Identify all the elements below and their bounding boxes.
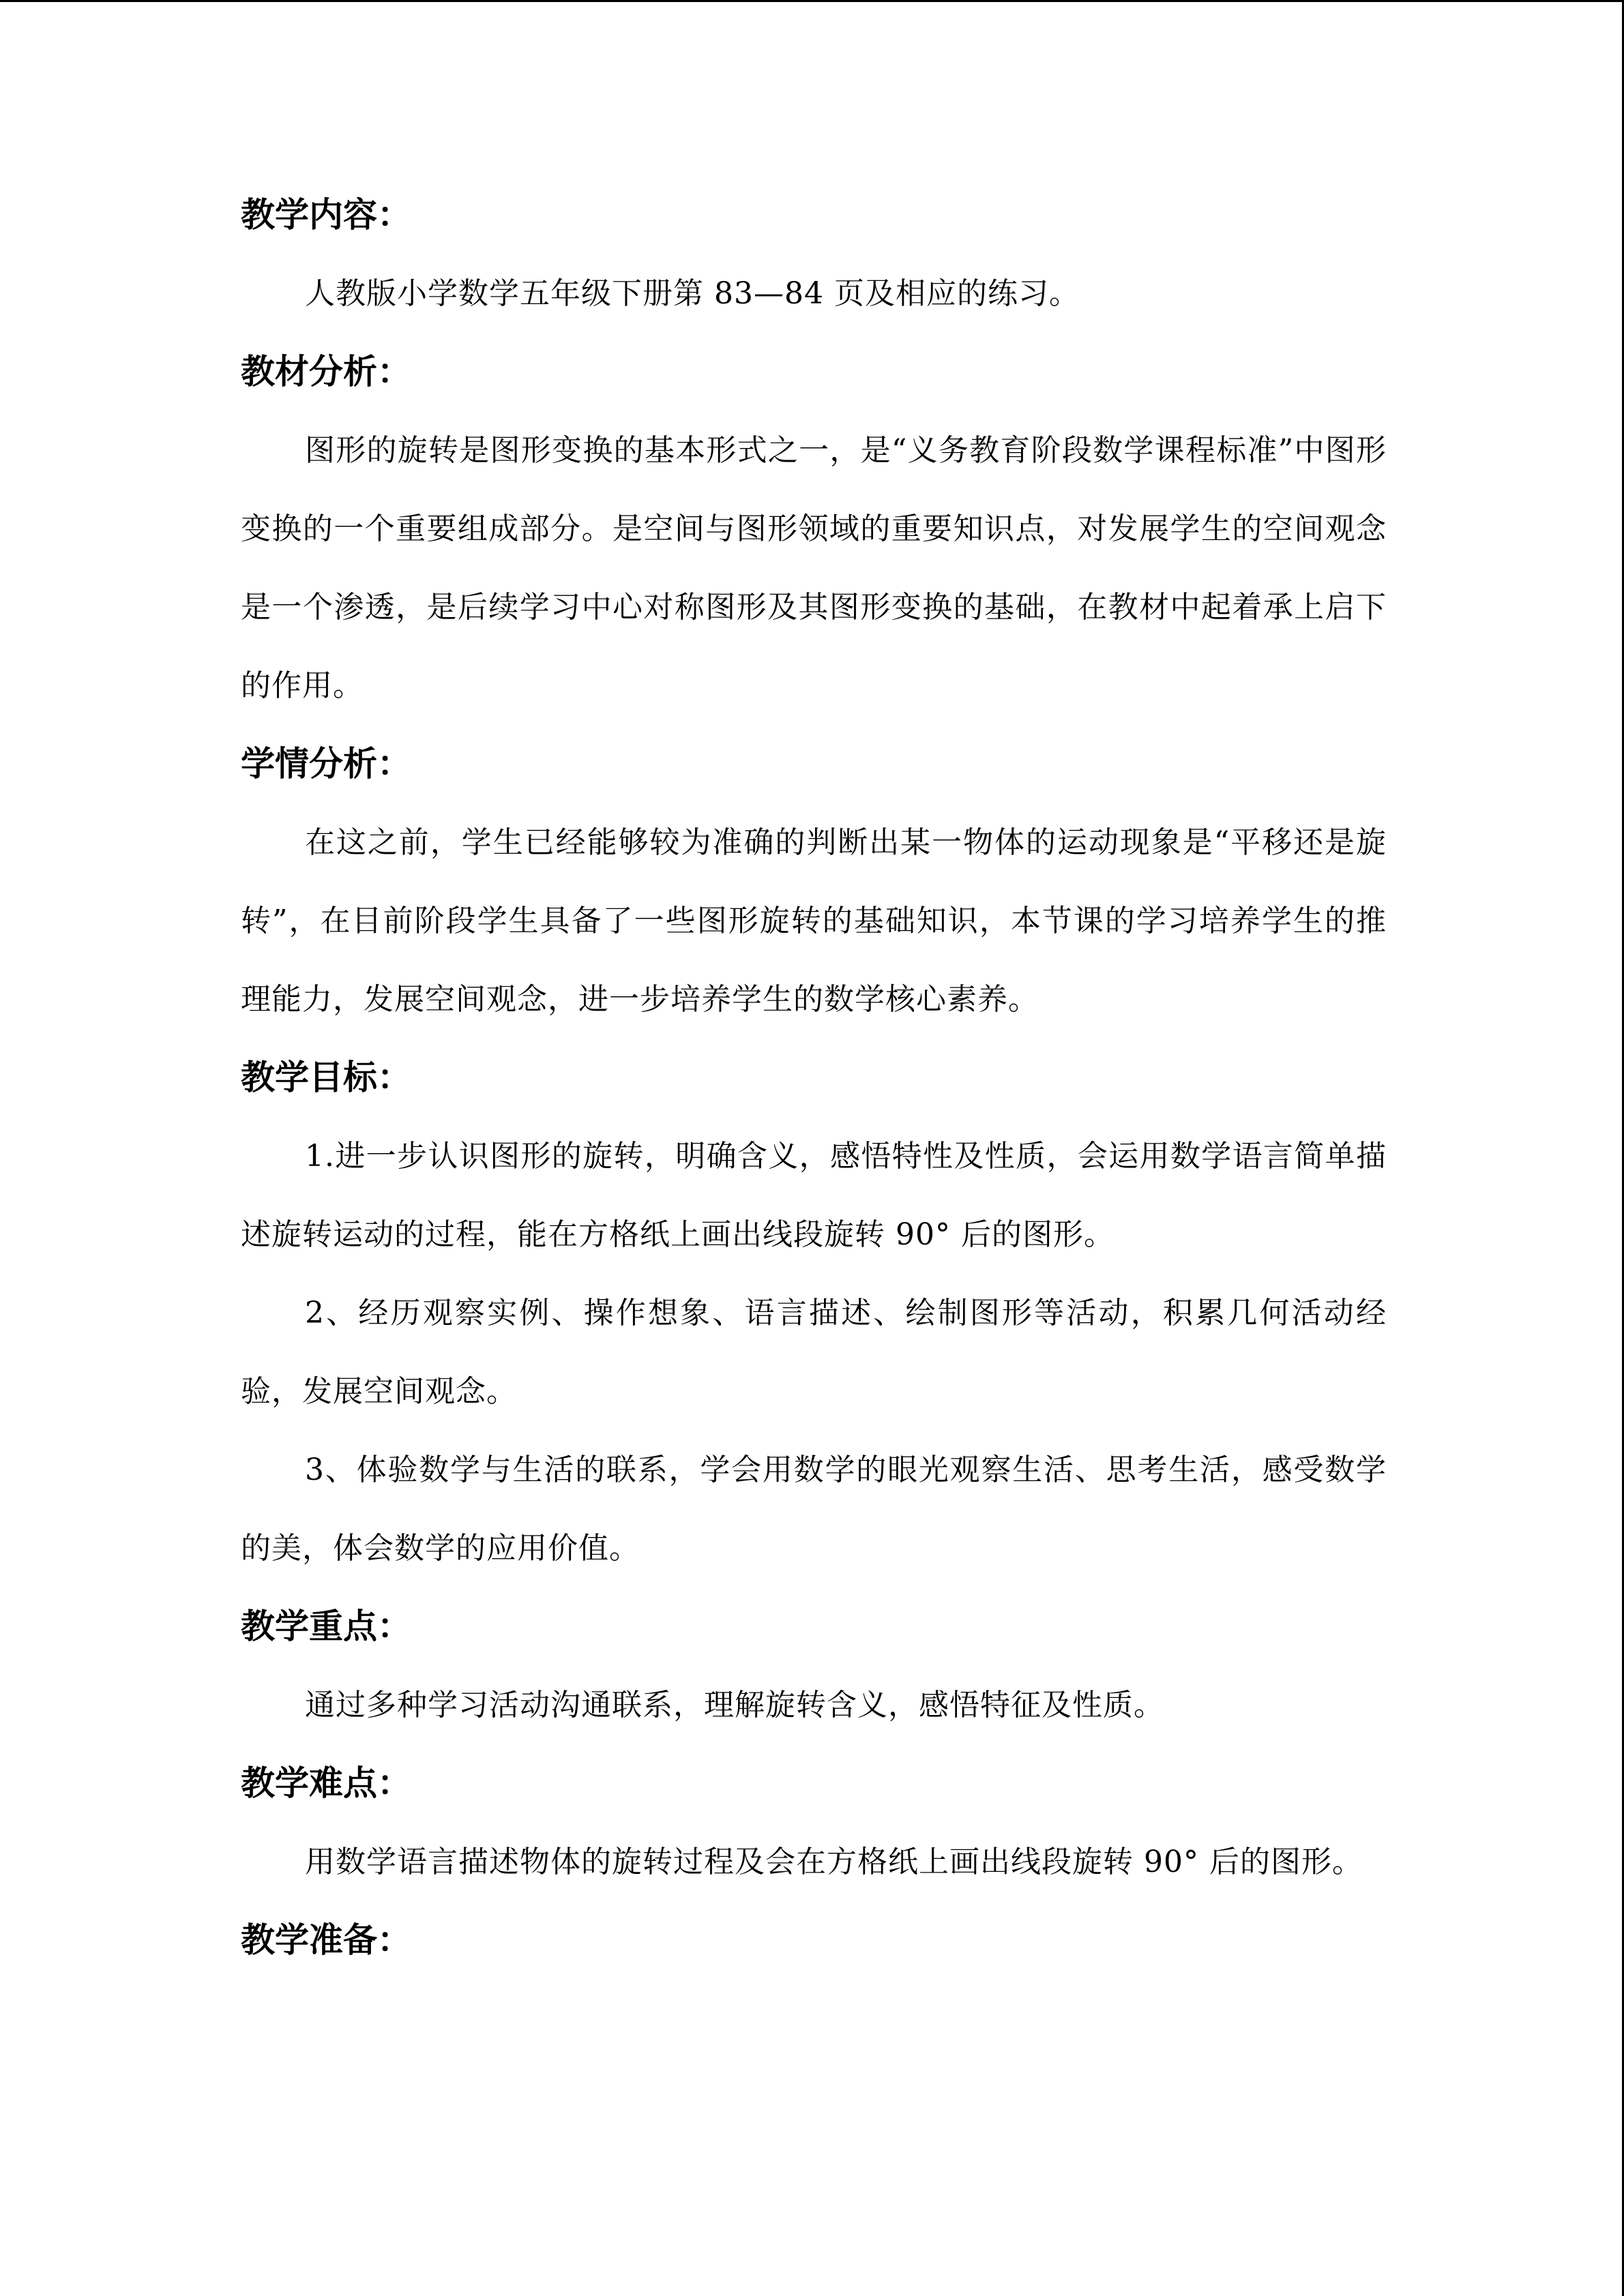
section-heading: 教学重点： (241, 1607, 411, 1646)
section-heading: 教材分析： (241, 352, 411, 391)
section-paragraph: 通过多种学习活动沟通联系，理解旋转含义，感悟特征及性质。 (305, 1688, 1164, 1723)
page-top-border (0, 0, 1624, 2)
objective-item: 3、体验数学与生活的联系，学会用数学的眼光观察生活、思考生活，感受数学的美，体会数学的应用价值。 (241, 1452, 1387, 1566)
section-teaching-difficulty (241, 1744, 1387, 1901)
section-heading: 教学难点： (241, 1763, 411, 1803)
section-teaching-objectives (241, 1039, 1387, 1587)
objective-item: 1.进一步认识图形的旋转，明确含义，感悟特性及性质，会运用数学语言简单描述旋转运动的过程，能在方格纸上画出线段旋转 90° 后的图形。 (241, 1139, 1387, 1252)
objective-item: 2、经历观察实例、操作想象、语言描述、绘制图形等活动，积累几何活动经验，发展空间观念。 (241, 1296, 1387, 1409)
section-paragraph: 在这之前，学生已经能够较为准确的判断出某一物体的运动现象是“平移还是旋转”，在目前阶段学生具备了一些图形旋转的基础知识，本节课的学习培养学生的推理能力，发展空间观念，进一步培养学生的数学核心素养。 (241, 825, 1387, 1017)
section-heading: 学情分析： (241, 744, 411, 784)
section-paragraph: 人教版小学数学五年级下册第 83—84 页及相应的练习。 (305, 276, 1080, 311)
section-teaching-content (241, 176, 1387, 333)
document-body (241, 176, 1387, 1980)
section-heading: 教学目标： (241, 1058, 411, 1097)
section-paragraph: 图形的旋转是图形变换的基本形式之一，是“义务教育阶段数学课程标准”中图形变换的一个重要组成部分。是空间与图形领域的重要知识点，对发展学生的空间观念是一个渗透，是后续学习中心对称图形及其图形变换的基础，在教材中起着承上启下的作用。 (241, 433, 1387, 703)
section-student-analysis (241, 725, 1387, 1039)
section-teaching-focus (241, 1587, 1387, 1744)
section-teaching-preparation (241, 1901, 1387, 1980)
section-textbook-analysis (241, 333, 1387, 725)
section-paragraph: 用数学语言描述物体的旋转过程及会在方格纸上画出线段旋转 90° 后的图形。 (305, 1845, 1363, 1879)
section-heading: 教学内容： (241, 195, 411, 235)
section-heading: 教学准备： (241, 1920, 411, 1960)
